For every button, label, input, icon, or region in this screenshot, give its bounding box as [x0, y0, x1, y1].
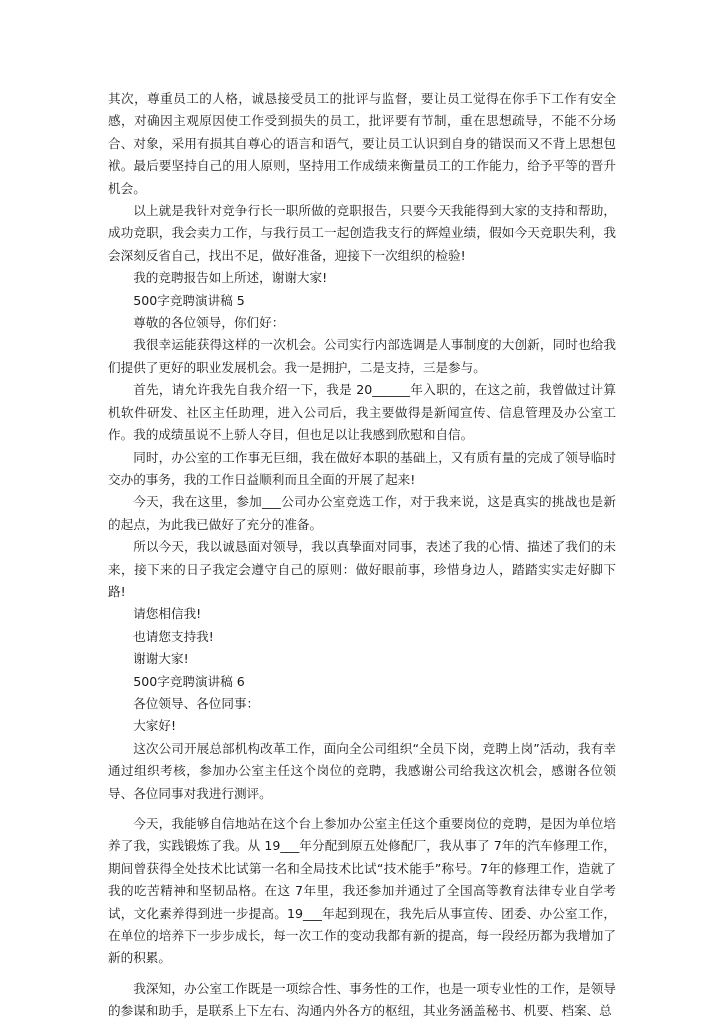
paragraph: 尊敬的各位领导，你们好：: [133, 315, 285, 331]
paragraph: 我的竞聘报告如上所述，谢谢大家!: [133, 270, 328, 286]
paragraph: 其次，尊重员工的人格，诚恳接受员工的批评与监督，要让员工觉得在你手下工作有安全感，对确因主观原因使工作受到损失的员工，批评要有节制，重在思想疏导，不能不分场合、对象，采用有损其自尊心的语言和语气，要让员工认识到自身的错误而又不背上思想包袱。最后要坚持自己的用人原则，坚持用工作成绩来衡量员工的工作能力，给予平等的晋升机会。: [108, 91, 616, 196]
paragraph: 也请您支持我!: [133, 628, 214, 644]
paragraph: 大家好!: [133, 718, 177, 734]
paragraph: 各位领导、各位同事：: [133, 695, 260, 711]
paragraph: 500字竞聘演讲稿 5: [133, 292, 245, 308]
document-body: [108, 88, 616, 1023]
paragraph: 今天，我能够自信地站在这个台上参加办公室主任这个重要岗位的竞聘，是因为单位培养了我，实践锻炼了我。从 19___年分配到原五处修配厂，我从事了 7年的汽车修理工作，期间曾获得全处技术比试第一名和全局技术比试“技术能手”称号。7年的修理工作，造就了我的吃苦精神和坚韧品格。在这 7年里，我还参加并通过了全国高等教育法律专业自学考试，文化素养得到进一步提高。19___年起到现在，我先后从事宣传、团委、办公室工作，在单位的培养下一步步成长，每一次工作的变动我都有新的提高，每一段经历都为我增加了新的积累。: [108, 816, 616, 966]
paragraph: 我深知，办公室工作既是一项综合性、事务性的工作，也是一项专业性的工作，是领导的参谋和助手，是联系上下左右、沟通内外各方的枢纽，其业务涵盖秘书、机要、档案、总: [108, 980, 616, 1019]
paragraph: 请您相信我!: [133, 606, 202, 622]
paragraph: 首先，请允许我先自我介绍一下，我是 20______年入职的，在这之前，我曾做过计算机软件研发、社区主任助理，进入公司后，我主要做得是新闻宣传、信息管理及办公室工作。我的成绩虽说不上骄人夺目，但也足以让我感到欣慰和自信。: [108, 382, 616, 443]
paragraph: 我很幸运能获得这样的一次机会。公司实行内部选调是人事制度的大创新，同时也给我们提供了更好的职业发展机会。我一是拥护，二是支持，三是参与。: [108, 337, 616, 375]
paragraph: 今天，我在这里，参加___公司办公室竞选工作，对于我来说，这是真实的挑战也是新的起点，为此我已做好了充分的准备。: [108, 494, 616, 532]
paragraph: 以上就是我针对竞争行长一职所做的竞职报告，只要今天我能得到大家的支持和帮助，成功竞职，我会卖力工作，与我行员工一起创造我支行的辉煌业绩，假如今天竞职失利，我会深刻反省自己，找出不足，做好准备，迎接下一次组织的检验!: [108, 203, 616, 263]
paragraph: 这次公司开展总部机构改革工作，面向全公司组织“全员下岗，竞聘上岗”活动，我有幸通过组织考核，参加办公室主任这个岗位的竞聘，我感谢公司给我这次机会，感谢各位领导、各位同事对我进行测评。: [108, 740, 616, 801]
paragraph: 同时，办公室的工作事无巨细，我在做好本职的基础上，又有质有量的完成了领导临时交办的事务，我的工作日益顺利而且全面的开展了起来!: [108, 449, 616, 487]
paragraph: 所以今天，我以诚恳面对领导，我以真挚面对同事，表述了我的心情、描述了我们的未来，接下来的日子我定会遵守自己的原则：做好眼前事，珍惜身边人，踏踏实实走好脚下路!: [108, 539, 616, 599]
paragraph: 500字竞聘演讲稿 6: [133, 673, 245, 689]
paragraph: 谢谢大家!: [133, 651, 189, 667]
